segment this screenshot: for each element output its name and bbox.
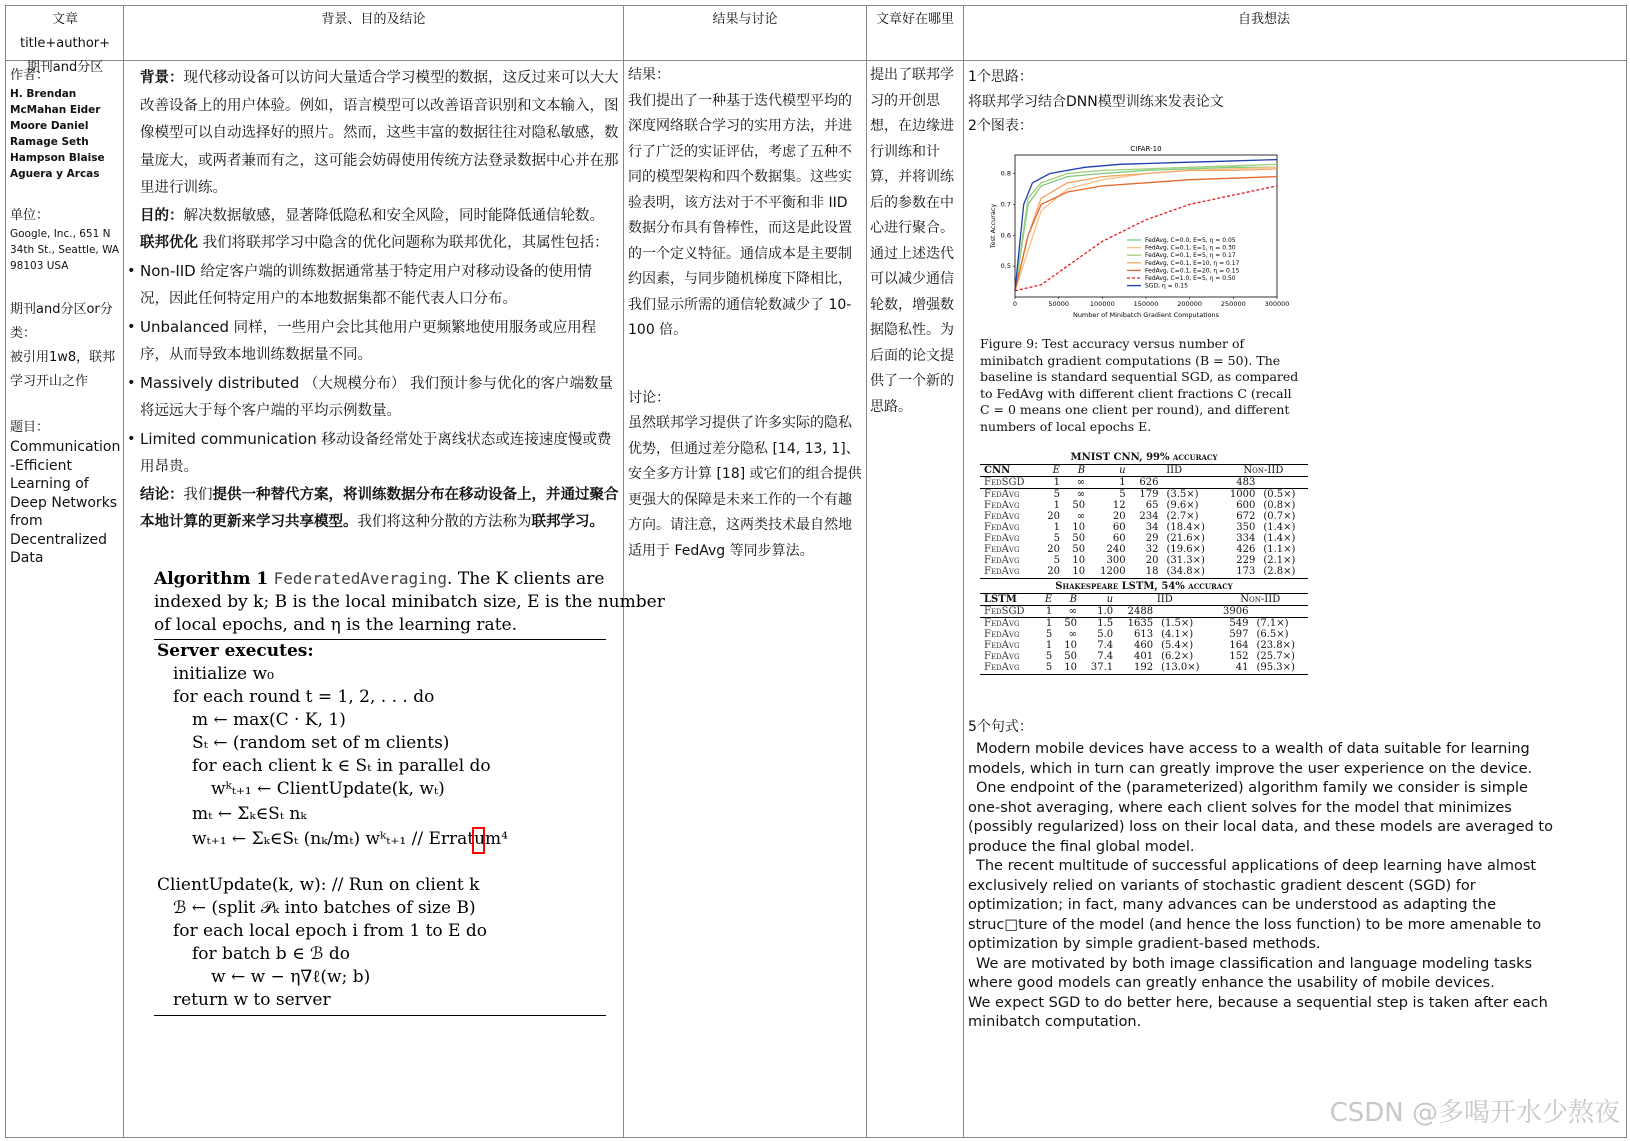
table-cell: 613 — [1133, 629, 1154, 640]
table-cell: 50 — [1072, 544, 1086, 555]
table-header-cell: B — [1069, 594, 1077, 605]
algo-line: ℬ ← (split 𝒫ₖ into batches of size B) — [173, 898, 476, 918]
table-cell: (5.4×) — [1161, 640, 1194, 651]
table-cell: FedAvg — [984, 511, 1020, 522]
y-tick-label: 0.8 — [1000, 169, 1011, 178]
background-paragraph: 背景：现代移动设备可以访问大量适合学习模型的数据，这反过来可以大大改善设备上的用户体验。例如，语言模型可以改善语音识别和文本输入，图像模型可以自动选择好的照片。然而，这些丰富的数据往往对隐私敏感，数量庞大，或两者兼而有之，这可能会妨碍使用传统方法登录数据中心并在那里进行训练。 — [140, 70, 619, 196]
table-cell: 37.1 — [1090, 662, 1114, 673]
algo-line: for each local epoch i from 1 to E do — [173, 921, 487, 941]
table-cell: FedAvg — [984, 555, 1020, 566]
table-cell: (2.8×) — [1263, 566, 1296, 577]
table-cell: 1 — [1119, 477, 1126, 488]
algorithm-desc: of local epochs, and η is the learning rate. — [154, 615, 517, 635]
algorithm-box — [154, 569, 665, 1019]
table-row — [980, 662, 1308, 673]
col-background — [127, 65, 620, 537]
table-row — [980, 489, 1308, 501]
unit-line: 34th St., Seattle, WA — [10, 244, 120, 256]
table-cell: 65 — [1145, 500, 1159, 511]
table-cell: ∞ — [1076, 477, 1086, 488]
property-list — [127, 258, 620, 482]
erratum-highlight — [472, 827, 485, 854]
column-divider — [866, 5, 867, 1138]
table-cell: (6.5×) — [1256, 629, 1289, 640]
algo-line-erratum: wₜ₊₁ ← Σₖ∈Sₜ (nₖ/mₜ) wᵏₜ₊₁ // Erratum⁴ — [192, 829, 508, 849]
journal-label: 期刊and分区or分 类： — [10, 302, 113, 341]
algo-line: initialize w₀ — [173, 664, 274, 684]
table-cell: 5 — [1053, 533, 1060, 544]
table-cell: 549 — [1229, 618, 1249, 629]
property-item — [127, 426, 620, 482]
bullet-dot: • — [127, 374, 136, 391]
table-header-cell: CNN — [984, 465, 1011, 476]
table-cell: (7.1×) — [1256, 618, 1289, 629]
table-cell: (25.7×) — [1256, 651, 1295, 662]
table-cell: 50 — [1064, 618, 1077, 629]
table-header-cell: E — [1044, 594, 1053, 605]
discussion-label: 讨论： — [628, 389, 670, 406]
table-cell: 5 — [1053, 555, 1060, 566]
table-cell: 229 — [1236, 555, 1256, 566]
author-name: H. Brendan — [10, 88, 77, 100]
table-cell: 41 — [1235, 662, 1249, 673]
table-cell: (1.5×) — [1161, 618, 1194, 629]
table-cell: FedSGD — [984, 606, 1025, 617]
table-cell: FedAvg — [984, 544, 1020, 555]
table-cell: 7.4 — [1097, 651, 1114, 662]
mnist-table-block — [980, 452, 1308, 675]
table-cell: 1 — [1045, 640, 1053, 651]
table-cell: 12 — [1112, 500, 1126, 511]
algo-line: Server executes: — [157, 641, 314, 661]
table-cell: 5 — [1045, 629, 1053, 640]
property-item — [127, 370, 620, 426]
table-header-cell: LSTM — [984, 594, 1017, 605]
header-background: 背景、目的及结论 — [321, 12, 426, 27]
lstm-table-title: Shakespeare LSTM, 54% accuracy — [1055, 581, 1233, 592]
table-cell: (34.8×) — [1166, 566, 1205, 577]
algo-line: for batch b ∈ ℬ do — [192, 944, 350, 964]
results-label: 结果： — [628, 67, 670, 83]
table-cell: 1.0 — [1097, 606, 1114, 617]
y-tick-label: 0.5 — [1000, 262, 1011, 271]
table-cell: 34 — [1145, 522, 1159, 533]
bullet-dot: • — [127, 430, 136, 447]
table-cell: 5 — [1045, 662, 1053, 673]
table-cell: 10 — [1064, 662, 1077, 673]
table-cell: 460 — [1133, 640, 1154, 651]
algo-line: ClientUpdate(k, w): // Run on client k — [157, 875, 480, 895]
table-cell: 1635 — [1127, 618, 1154, 629]
table-cell: 672 — [1236, 511, 1256, 522]
table-cell — [1252, 606, 1308, 618]
y-tick-label: 0.6 — [1000, 231, 1011, 240]
table-cell: 20 — [1112, 511, 1126, 522]
x-tick-label: 100000 — [1089, 300, 1115, 308]
table-row — [980, 618, 1308, 630]
table-cell: FedAvg — [984, 651, 1020, 662]
sentence-item: We expect SGD to do better here, because a sequential step is taken after each minibatch computation. — [968, 994, 1548, 1030]
header-results: 结果与讨论 — [712, 12, 778, 27]
author-name: Aguera y Arcas — [10, 168, 100, 180]
legend-entry: SGD, η = 0.15 — [1145, 282, 1188, 290]
algorithm-desc: indexed by k; B is the local minibatch size, E is the number — [154, 592, 665, 612]
column-divider — [623, 5, 624, 1138]
fed-opt-paragraph: 联邦优化 我们将联邦学习中隐含的优化问题称为联邦优化，其属性包括： — [140, 235, 609, 251]
table-cell: (0.8×) — [1263, 500, 1296, 511]
watermark: CSDN @多喝开水少熬夜 — [1329, 1098, 1620, 1128]
y-axis-label: Test Accuracy — [989, 203, 997, 249]
table-cell: ∞ — [1076, 489, 1086, 500]
table-cell: 60 — [1112, 533, 1126, 544]
table-cell: 5 — [1045, 651, 1053, 662]
table-header-cell: Non-IID — [1243, 465, 1284, 476]
conclusion-paragraph: 结论：我们提供一种替代方案，将训练数据分布在移动设备上，并通过聚合本地计算的更新来学习共享模型。我们将这种分散的方法称为联邦学习。 — [140, 486, 619, 530]
table-cell — [1162, 477, 1218, 489]
column-divider — [963, 5, 964, 1138]
strengths-text: 提出了联邦学习的开创思想，在边缘进行训练和计算，并将训练后的参数在中心进行聚合。通过上述迭代可以减少通信轮数，增强数据隐私性。为后面的论文提供了一个新的思路。 — [870, 67, 954, 415]
unit-list — [10, 226, 122, 274]
property-text: 同样，一些用户会比其他用户更频繁地使用服务或应用程序，从而导致本地训练数据量不同。 — [140, 319, 597, 363]
table-cell: (1.4×) — [1263, 533, 1296, 544]
algo-line: for each client k ∈ Sₜ in parallel do — [192, 756, 491, 776]
algo-line: m ← max(C · K, 1) — [192, 710, 346, 730]
table-cell: 240 — [1106, 544, 1126, 555]
table-cell — [1259, 477, 1308, 489]
table-cell: 10 — [1072, 555, 1086, 566]
rule — [154, 1015, 606, 1016]
table-cell: 1000 — [1229, 489, 1256, 500]
bullet-dot: • — [127, 262, 136, 279]
table-header-cell: E — [1052, 465, 1060, 476]
table-cell: (2.7×) — [1166, 511, 1199, 522]
table-row — [980, 477, 1308, 489]
sentence-item: The recent multitude of successful applications of deep learning have almost exclusively relied on variants of stochastic gradient descent (SGD) for optimization; in fact, many advances can be understood as adapting the struc□ture of the model (and hence the loss function) to be more amenable to optimization by simple gradient-based methods. — [968, 858, 1542, 952]
table-cell: 50 — [1072, 500, 1086, 511]
table-row — [980, 511, 1308, 522]
title-line: Decentralized — [10, 531, 108, 548]
legend-entry: FedAvg, C=0.1, E=1, η = 0.30 — [1145, 244, 1236, 252]
table-row — [980, 629, 1308, 640]
table-cell: 1 — [1045, 618, 1053, 629]
unit-line: 98103 USA — [10, 260, 69, 272]
col-results — [628, 63, 863, 564]
col-article-info — [10, 66, 122, 568]
table-cell: (13.0×) — [1161, 662, 1200, 673]
figure-caption: Figure 9: Test accuracy versus number of minibatch gradient computations (B = 50). The baseline is standard sequential SGD, as compared to FedAvg with different client fractions C (recall C = 0 means one client per round), and different numbers of local epochs E. — [980, 336, 1299, 434]
table-cell: FedSGD — [984, 477, 1025, 488]
table-row — [980, 533, 1308, 544]
table-cell: FedAvg — [984, 618, 1020, 629]
author-name: Ramage Seth — [10, 136, 89, 148]
title-line: Data — [10, 550, 44, 566]
sentence-label: 5个句式： — [968, 719, 1033, 735]
table-cell: 234 — [1139, 511, 1159, 522]
table-cell: 5 — [1053, 489, 1060, 500]
property-text: 移动设备经常处于离线状态或连接速度慢或费用昂贵。 — [140, 431, 612, 475]
property-term: Massively distributed — [140, 373, 300, 392]
algorithm-caption: Algorithm 1 FederatedAveraging. The K clients are — [154, 569, 605, 589]
legend-entry: FedAvg, C=0.1, E=20, η = 0.15 — [1145, 267, 1240, 275]
table-header-cell: u — [1106, 594, 1114, 605]
rule — [154, 639, 606, 640]
table-cell: 32 — [1145, 544, 1159, 555]
property-text: 给定客户端的训练数据通常基于特定用户对移动设备的使用情况，因此任何特定用户的本地数据集都不能代表人口分布。 — [140, 263, 592, 307]
table-cell: 20 — [1047, 566, 1060, 577]
table-cell: (6.2×) — [1161, 651, 1194, 662]
sentence-list — [968, 740, 1560, 1033]
table-cell: FedAvg — [984, 640, 1020, 651]
table-cell: 334 — [1236, 533, 1256, 544]
table-cell: (3.5×) — [1166, 489, 1199, 500]
table-cell: 5.0 — [1097, 629, 1114, 640]
property-item — [127, 314, 620, 370]
table-cell: (31.3×) — [1166, 555, 1205, 566]
table-header-cell: IID — [1166, 465, 1183, 476]
property-term: Limited communication — [140, 429, 317, 448]
chart-label: 2个图表： — [968, 118, 1033, 134]
discussion-text: 虽然联邦学习提供了许多实际的隐私优势，但通过差分隐私 [14, 13, 1]、安全多方计算 [18] 或它们的组合提供更强大的保障是未来工作的一个有趣方向。请注意，这两类技术最自然地适用于 FedAvg 等同步算法。 — [628, 415, 862, 559]
table-cell: 1.5 — [1097, 618, 1114, 629]
bullet-dot: • — [127, 318, 136, 335]
table-cell: 483 — [1236, 477, 1256, 488]
table-cell: 10 — [1072, 522, 1086, 533]
table-cell: 20 — [1047, 511, 1060, 522]
table-cell: 7.4 — [1097, 640, 1114, 651]
x-tick-label: 150000 — [1133, 300, 1159, 308]
title-line: Communication — [10, 439, 121, 455]
table-cell: (21.6×) — [1166, 533, 1205, 544]
sentence-item: We are motivated by both image classification and language modeling tasks where good models can greatly enhance the usability of mobile devices. — [968, 955, 1533, 991]
table-cell: 192 — [1133, 662, 1154, 673]
table-cell: 10 — [1072, 566, 1086, 577]
table-cell: (23.8×) — [1256, 640, 1295, 651]
x-tick-label: 300000 — [1264, 300, 1290, 308]
author-label: 作者： — [10, 68, 50, 83]
author-name: Hampson Blaise — [10, 152, 105, 164]
x-tick-label: 50000 — [1048, 300, 1070, 308]
table-row — [980, 566, 1308, 577]
goal-paragraph: 目的：解决数据敏感，显著降低隐私和安全风险，同时能降低通信轮数。 — [140, 207, 604, 224]
legend-entry: FedAvg, C=0.1, E=10, η = 0.17 — [1145, 259, 1240, 267]
table-cell: 179 — [1139, 489, 1159, 500]
sentence-item: Modern mobile devices have access to a wealth of data suitable for learning models, which in turn can greatly improve the user experience on the device. — [968, 741, 1533, 777]
table-row — [980, 606, 1308, 618]
title-label: 题目： — [10, 420, 50, 435]
table-cell: FedAvg — [984, 500, 1020, 511]
x-tick-label: 0 — [1012, 300, 1018, 308]
x-axis-label: Number of Minibatch Gradient Computations — [1072, 311, 1220, 319]
table-cell: 18 — [1145, 566, 1159, 577]
table-cell: 3906 — [1223, 606, 1249, 617]
table-header-cell: u — [1119, 465, 1126, 476]
y-tick-label: 0.7 — [1000, 200, 1011, 209]
algo-line: w ← w − η∇ℓ(w; b) — [211, 967, 371, 987]
table-cell: 5 — [1119, 489, 1126, 500]
table-header-row — [980, 465, 1308, 477]
table-cell: 597 — [1229, 629, 1249, 640]
lstm-table — [980, 594, 1308, 673]
legend-entry: FedAvg, C=1.0, E=5, η = 0.50 — [1145, 275, 1236, 282]
table-cell: 20 — [1047, 544, 1060, 555]
table-cell: 50 — [1072, 533, 1086, 544]
title-line: -Efficient — [10, 457, 72, 474]
table-cell: (4.1×) — [1161, 629, 1194, 640]
header-title-author: 文章title+author+ 期刊and分区 — [19, 12, 111, 75]
table-cell: ∞ — [1068, 606, 1077, 617]
x-tick-label: 250000 — [1220, 300, 1246, 308]
table-cell: 426 — [1236, 544, 1256, 555]
algo-line: Sₜ ← (random set of m clients) — [192, 733, 450, 753]
table-cell: (0.5×) — [1263, 489, 1296, 500]
cited-note: 被引用1w8，联邦 学习开山之作 — [10, 350, 116, 389]
col-strengths — [870, 63, 960, 420]
table-cell: 401 — [1133, 651, 1154, 662]
table-cell: 60 — [1112, 522, 1126, 533]
unit-label: 单位： — [10, 208, 50, 223]
table-cell: (2.1×) — [1263, 555, 1296, 566]
table-header-cell: Non-IID — [1240, 594, 1281, 605]
algo-line: mₜ ← Σₖ∈Sₜ nₖ — [192, 804, 307, 824]
table-row — [980, 522, 1308, 533]
property-text: （大规模分布） 我们预计参与优化的客户端数量将远远大于每个客户端的平均示例数量。 — [140, 375, 613, 419]
table-cell: FedAvg — [984, 566, 1020, 577]
col-ideas — [968, 65, 1560, 139]
legend-entry: FedAvg, C=0.1, E=5, η = 0.17 — [1145, 252, 1236, 260]
table-cell: (9.6×) — [1166, 500, 1199, 511]
mnist-table — [980, 465, 1308, 577]
property-item — [127, 258, 620, 314]
table-cell: (1.4×) — [1263, 522, 1296, 533]
chart-title: CIFAR-10 — [1130, 145, 1162, 153]
header-strengths: 文章好在哪里 — [875, 12, 954, 27]
algo-line: return w to server — [173, 990, 331, 1010]
table-cell: FedAvg — [984, 489, 1020, 500]
title-line: from — [10, 513, 43, 529]
author-list — [10, 86, 122, 182]
table-cell: 10 — [1064, 640, 1077, 651]
property-term: Unbalanced — [140, 317, 230, 336]
table-cell: 1200 — [1100, 566, 1126, 577]
table-row — [980, 500, 1308, 511]
table-cell: 29 — [1145, 533, 1159, 544]
table-cell: (1.1×) — [1263, 544, 1296, 555]
table-header-cell: B — [1077, 465, 1086, 476]
table-cell: 1 — [1053, 522, 1060, 533]
table-cell: 164 — [1229, 640, 1249, 651]
sentence-item: One endpoint of the (parameterized) algorithm family we consider is simple one-shot averaging, where each client solves for the model that minimizes (possibly regularized) loss on their local data, and these models are averaged to produce the final global model. — [968, 780, 1553, 855]
table-cell: FedAvg — [984, 533, 1020, 544]
table-row — [980, 544, 1308, 555]
table-cell: ∞ — [1068, 629, 1077, 640]
table-cell: 350 — [1236, 522, 1256, 533]
table-cell: 20 — [1145, 555, 1159, 566]
paper-title — [10, 438, 122, 568]
table-cell — [1157, 606, 1212, 618]
table-row — [980, 555, 1308, 566]
table-cell: (95.3×) — [1256, 662, 1295, 673]
algo-line: wᵏₜ₊₁ ← ClientUpdate(k, wₜ) — [211, 779, 445, 799]
table-cell: 173 — [1236, 566, 1256, 577]
table-cell: ∞ — [1076, 511, 1086, 522]
table-cell: FedAvg — [984, 629, 1020, 640]
cifar10-chart — [985, 140, 1295, 330]
algo-line: for each round t = 1, 2, . . . do — [173, 687, 435, 707]
idea-label: 1个思路： — [968, 69, 1033, 85]
legend-entry: FedAvg, C=0.0, E=5, η = 0.05 — [1145, 237, 1236, 244]
title-line: Deep Networks — [10, 494, 118, 511]
property-term: Non-IID — [140, 261, 196, 280]
table-cell: 626 — [1139, 477, 1159, 488]
table-cell: 1 — [1053, 500, 1060, 511]
title-line: Learning of — [10, 476, 89, 492]
table-cell: FedAvg — [984, 522, 1020, 533]
table-header-cell: IID — [1156, 594, 1173, 605]
x-tick-label: 200000 — [1177, 300, 1203, 308]
column-divider — [123, 5, 124, 1138]
table-cell: 152 — [1229, 651, 1249, 662]
author-name: McMahan Eider — [10, 104, 101, 116]
table-cell: 1 — [1045, 606, 1053, 617]
header-divider — [5, 60, 1627, 61]
table-cell: 2488 — [1127, 606, 1154, 617]
header-own-ideas: 自我想法 — [1237, 12, 1290, 27]
table-cell: (0.7×) — [1263, 511, 1296, 522]
table-cell: 50 — [1064, 651, 1077, 662]
table-cell: (18.4×) — [1166, 522, 1205, 533]
results-text: 我们提出了一种基于迭代模型平均的深度网络联合学习的实用方法，并进行了广泛的实证评估，考虑了五种不同的模型架构和四个数据集。这些实验表明，该方法对于不平衡和非 IID 数据分布具有鲁棒性，而这是此设置的一个定义特征。通信成本是主要制约因素，与同步随机梯度下降相比，我们显示所需的通信轮数减少了 10-100 倍。 — [628, 92, 852, 338]
table-header-row — [980, 594, 1308, 606]
unit-line: Google, Inc., 651 N — [10, 228, 111, 240]
author-name: Moore Daniel — [10, 120, 89, 132]
table-cell: 300 — [1106, 555, 1126, 566]
table-cell: 1 — [1053, 477, 1060, 488]
table-cell: 600 — [1236, 500, 1256, 511]
table-row — [980, 651, 1308, 662]
mnist-table-title: MNIST CNN, 99% accuracy — [1070, 452, 1218, 463]
idea-text: 将联邦学习结合DNN模型训练来发表论文 — [968, 93, 1224, 110]
table-cell: (19.6×) — [1166, 544, 1205, 555]
table-row — [980, 640, 1308, 651]
table-cell: FedAvg — [984, 662, 1020, 673]
